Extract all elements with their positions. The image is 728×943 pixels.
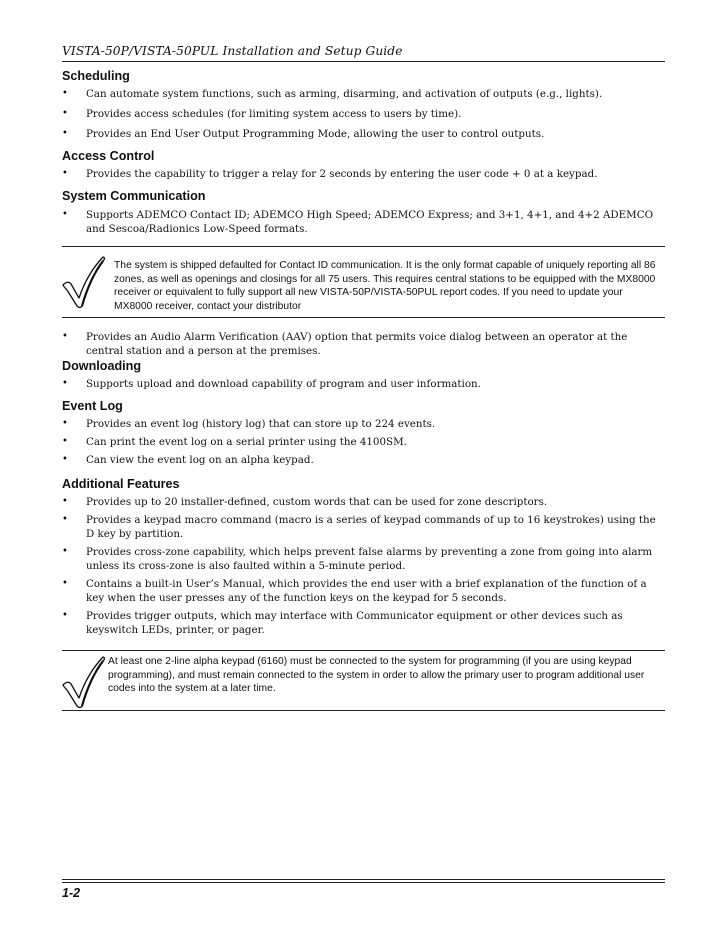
list-additional-features: [62, 495, 665, 637]
heading-scheduling: Scheduling: [62, 69, 130, 83]
list-downloading: [62, 377, 665, 391]
note-text: At least one 2-line alpha keypad (6160) must be connected to the system for programming (if you are using keypad programming), and must remain connected to the system in order to allow the primary user to program additional user codes into the system at a later time.: [108, 656, 645, 694]
bullet-icon: •: [62, 209, 68, 220]
list-item: • Provides a keypad macro command (macro is a series of keypad commands of up to 16 keystrokes) using the D key by partition.: [62, 514, 656, 540]
list-access-control: [62, 167, 665, 181]
list-item: • Contains a built-in User’s Manual, which provides the end user with a brief explanation of the function of a key when the user presses any of the function keys on the keypad for 5 seconds.: [62, 578, 647, 604]
list-scheduling: [62, 87, 665, 141]
list-item: • Provides up to 20 installer-defined, custom words that can be used for zone descriptors.: [62, 496, 548, 508]
list-item: • Provides an Audio Alarm Verification (AAV) option that permits voice dialog between an operator at the central station and a person at the premises.: [62, 331, 628, 357]
heading-event-log: Event Log: [62, 399, 123, 413]
list-system-communication-cont: [62, 330, 665, 358]
list-item: • Provides trigger outputs, which may interface with Communicator equipment or other devices such as keyswitch LEDs, printer, or pager.: [62, 610, 623, 636]
footer-rule: [62, 879, 665, 880]
list-item: • Can view the event log on an alpha keypad.: [62, 454, 314, 466]
page-number: 1-2: [62, 886, 81, 900]
list-item: • Supports ADEMCO Contact ID; ADEMCO High Speed; ADEMCO Express; and 3+1, 4+1, and 4+2 ADEMCO and Sescoa/Radionics Low-Speed formats.: [62, 209, 654, 235]
heading-system-communication: System Communication: [62, 189, 206, 203]
page-content: [62, 67, 665, 711]
list-item: • Provides cross-zone capability, which helps prevent false alarms by preventing a zone from going into alarm unless its cross-zone is also faulted within a 5-minute period.: [62, 546, 653, 572]
bullet-icon: •: [62, 108, 68, 119]
bullet-icon: •: [62, 128, 68, 139]
checkmark-icon: [60, 254, 106, 310]
list-event-log: [62, 417, 665, 467]
list-system-communication: [62, 208, 665, 236]
bullet-icon: •: [62, 496, 68, 507]
heading-access-control: Access Control: [62, 149, 155, 163]
bullet-icon: •: [62, 546, 68, 557]
footer-rule: [62, 882, 665, 883]
note-contact-id: [62, 246, 665, 318]
list-item: • Provides an End User Output Programming Mode, allowing the user to control outputs.: [62, 128, 545, 140]
bullet-icon: •: [62, 578, 68, 589]
note-text: The system is shipped defaulted for Contact ID communication. It is the only format capable of uniquely reporting all 86 zones, as well as openings and closings for all 75 users. This requires central stations to be equipped with the MX8000 receiver or equivalent to fully support all new VISTA-50P/VISTA-50PUL report codes. If you need to update your MX8000 receiver, contact your distributor: [114, 260, 656, 312]
list-item: • Provides an event log (history log) that can store up to 224 events.: [62, 418, 436, 430]
bullet-icon: •: [62, 88, 68, 99]
page-header: VISTA-50P/VISTA-50PUL Installation and Setup Guide: [62, 44, 403, 58]
bullet-icon: •: [62, 454, 68, 465]
list-item: • Can print the event log on a serial printer using the 4100SM.: [62, 436, 407, 448]
header-rule: [62, 61, 665, 62]
bullet-icon: •: [62, 514, 68, 525]
bullet-icon: •: [62, 378, 68, 389]
list-item: • Can automate system functions, such as arming, disarming, and activation of outputs (e.g., lights).: [62, 88, 603, 100]
list-item: • Supports upload and download capability of program and user information.: [62, 378, 481, 390]
checkmark-icon: [60, 654, 106, 710]
bullet-icon: •: [62, 331, 68, 342]
note-alpha-keypad: [62, 650, 665, 711]
bullet-icon: •: [62, 610, 68, 621]
heading-additional-features: Additional Features: [62, 477, 180, 491]
bullet-icon: •: [62, 418, 68, 429]
bullet-icon: •: [62, 436, 68, 447]
bullet-icon: •: [62, 168, 68, 179]
list-item: • Provides the capability to trigger a relay for 2 seconds by entering the user code + 0 at a keypad.: [62, 168, 598, 180]
list-item: • Provides access schedules (for limiting system access to users by time).: [62, 108, 462, 120]
heading-downloading: Downloading: [62, 359, 142, 373]
